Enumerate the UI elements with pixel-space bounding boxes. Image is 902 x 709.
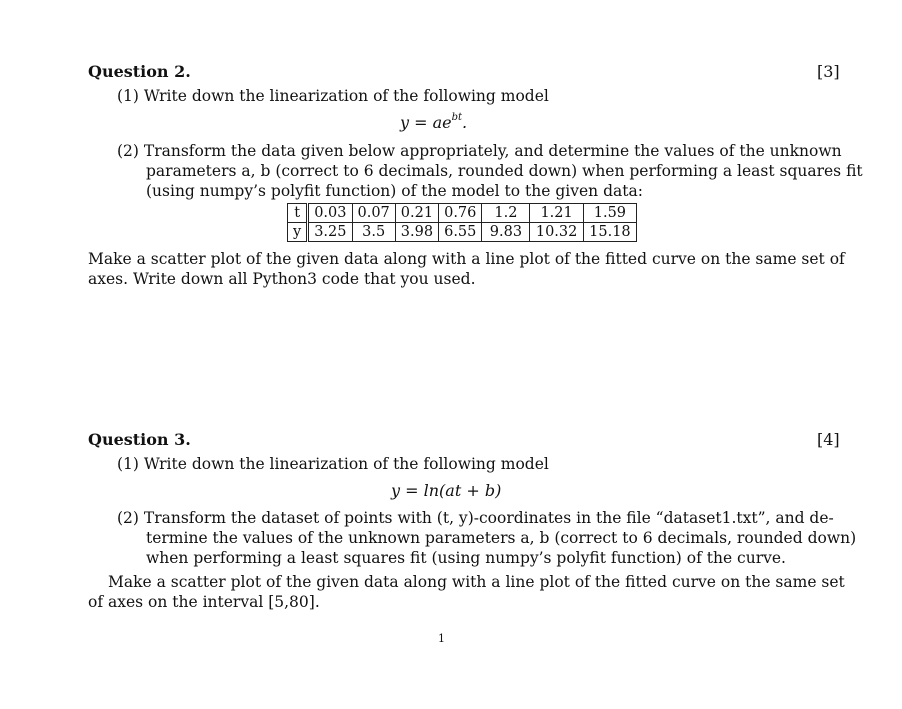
q3-marks: [4] <box>817 430 840 449</box>
table-cell: 0.21 <box>395 204 438 223</box>
table-cell: 6.55 <box>439 223 482 242</box>
table-row-t <box>288 204 637 223</box>
table-label-y: y <box>288 223 308 242</box>
q3-plot-line1: Make a scatter plot of the given data along with a line plot of the fitted curve on the same set <box>108 573 845 591</box>
q2-heading: Question 2. <box>88 62 191 81</box>
table-cell: 10.32 <box>530 223 583 242</box>
q2-equation-end: . <box>462 113 468 132</box>
table-cell: 0.07 <box>352 204 395 223</box>
q2-data-table-wrap <box>287 203 637 242</box>
q2-plot-line1: Make a scatter plot of the given data along with a line plot of the fitted curve on the same set of <box>88 250 845 268</box>
q2-marks: [3] <box>817 62 840 81</box>
table-cell: 1.59 <box>583 204 636 223</box>
q2-equation <box>400 113 467 132</box>
table-cell: 3.98 <box>395 223 438 242</box>
q2-part1: (1) Write down the linearization of the following model <box>117 87 549 105</box>
q2-part2-line3: (using numpy’s polyfit function) of the model to the given data: <box>146 182 643 200</box>
q2-part2-line1: (2) Transform the data given below appropriately, and determine the values of the unknown <box>117 142 842 160</box>
q3-equation: y = ln(at + b) <box>391 481 502 500</box>
table-row-y <box>288 223 637 242</box>
page-number: 1 <box>438 632 445 645</box>
q3-part1: (1) Write down the linearization of the following model <box>117 455 549 473</box>
table-cell: 3.5 <box>352 223 395 242</box>
q3-part2-line2: termine the values of the unknown parameters a, b (correct to 6 decimals, rounded down) <box>146 529 857 547</box>
table-cell: 0.76 <box>439 204 482 223</box>
q2-data-table <box>287 203 637 242</box>
table-label-t: t <box>288 204 308 223</box>
q3-heading: Question 3. <box>88 430 191 449</box>
table-cell: 3.25 <box>308 223 352 242</box>
q2-part2-line2: parameters a, b (correct to 6 decimals, rounded down) when performing a least squares fit <box>146 162 863 180</box>
table-cell: 0.03 <box>308 204 352 223</box>
table-cell: 9.83 <box>482 223 530 242</box>
table-cell: 15.18 <box>583 223 636 242</box>
q2-plot-line2: axes. Write down all Python3 code that you used. <box>88 270 476 288</box>
q3-plot-line2: of axes on the interval [5,80]. <box>88 593 320 611</box>
q3-part2-line1: (2) Transform the dataset of points with (t, y)-coordinates in the file “dataset1.txt”, and de- <box>117 509 834 527</box>
q2-equation-exponent: bt <box>451 111 463 123</box>
q2-equation-lhs: y = ae <box>400 113 452 132</box>
table-cell: 1.21 <box>530 204 583 223</box>
q3-part2-line3: when performing a least squares fit (using numpy’s polyfit function) of the curve. <box>146 549 786 567</box>
table-cell: 1.2 <box>482 204 530 223</box>
